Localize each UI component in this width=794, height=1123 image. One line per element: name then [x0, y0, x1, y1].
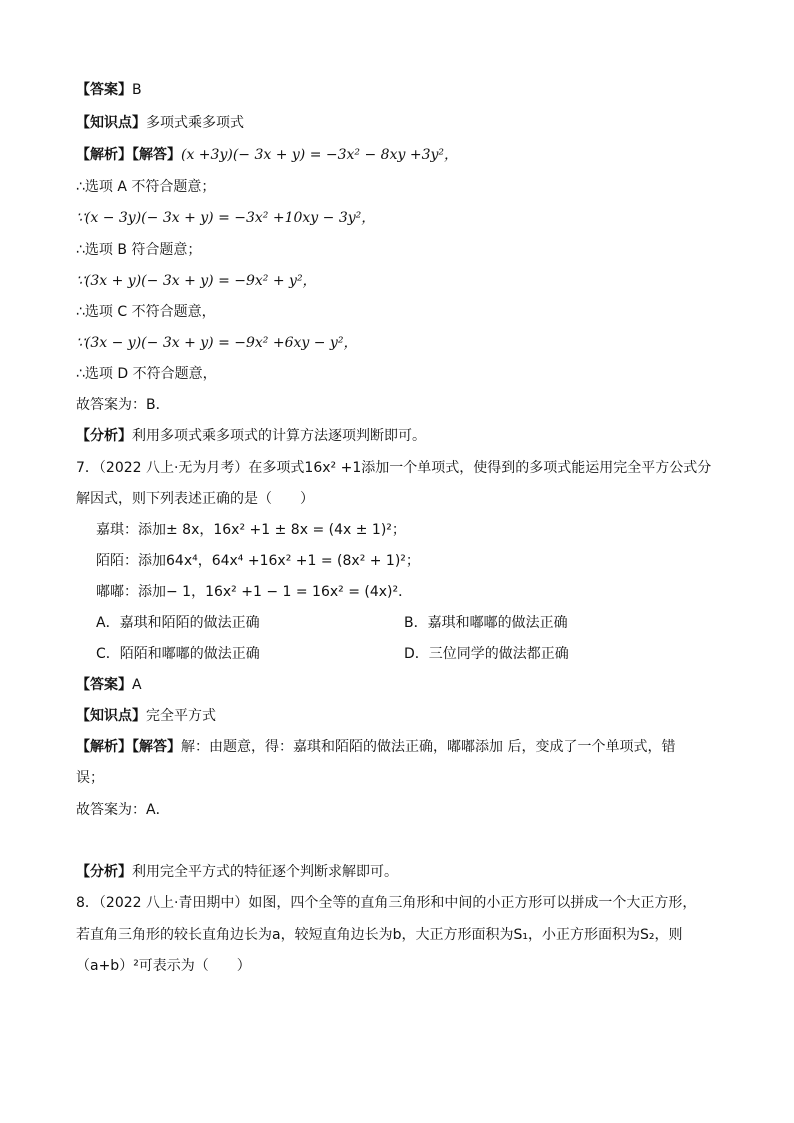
q7-option-c: C．陌陌和嘟嘟的做法正确 [96, 646, 260, 662]
q7-answer-row [76, 675, 736, 695]
analysis-label: 【解析】【解答】 [76, 739, 181, 755]
q7-method-row [76, 862, 736, 882]
answer-label: 【答案】 [76, 82, 132, 98]
q6-line-2: ∴选项 A 不符合题意； [76, 179, 216, 195]
q7-option-b: B．嘉琪和嘟嘟的做法正确 [404, 615, 568, 631]
answer-value: A [132, 677, 142, 693]
q8-stem-line-2: 若直角三角形的较长直角边长为a，较短直角边长为b，大正方形面积为S₁，小正方形面积为S₂，则 [76, 927, 683, 943]
q6-line-4: ∴选项 B 符合题意； [76, 242, 202, 258]
q6-answer-row [76, 80, 736, 100]
q7-option-a: A．嘉琪和陌陌的做法正确 [96, 615, 260, 631]
q6-line-3: ∵(x − 3y)(− 3x + y) = −3x² +10xy − 3y²， [76, 210, 376, 226]
analysis-label: 【解析】【解答】 [76, 147, 181, 163]
q6-line-5: ∵(3x + y)(− 3x + y) = −9x² + y²， [76, 273, 317, 289]
analysis-text: 解：由题意，得：嘉琪和陌陌的做法正确，嘟嘟添加 后，变成了一个单项式，错 [181, 739, 676, 755]
q7-option-d: D．三位同学的做法都正确 [404, 646, 569, 662]
q8-stem-line-3: （a+b）²可表示为（ ） [76, 958, 251, 974]
method-text: 利用完全平方式的特征逐个判断求解即可。 [132, 864, 398, 880]
q8-stem-line-1: 8．（2022 八上·青田期中）如图，四个全等的直角三角形和中间的小正方形可以拼成一个大正方形， [76, 895, 697, 911]
q7-stem-line-1: 7．（2022 八上·无为月考）在多项式16x² +1添加一个单项式，使得到的多项式能运用完全平方公式分 [76, 460, 712, 476]
q6-line-6: ∴选项 C 不符合题意， [76, 304, 216, 320]
q7-statement-dudu: 嘟嘟：添加− 1，16x² +1 − 1 = 16x² = (4x)²． [96, 584, 413, 600]
q6-conclusion: 故答案为：B． [76, 397, 170, 413]
method-label: 【分析】 [76, 864, 132, 880]
knowledge-label: 【知识点】 [76, 708, 146, 724]
knowledge-value: 完全平方式 [146, 708, 216, 724]
method-label: 【分析】 [76, 428, 132, 444]
q6-analysis-row [76, 145, 736, 165]
q6-line-7: ∵(3x − y)(− 3x + y) = −9x² +6xy − y²， [76, 335, 358, 351]
q6-line-8: ∴选项 D 不符合题意， [76, 366, 217, 382]
answer-value: B [132, 82, 142, 98]
knowledge-value: 多项式乘多项式 [146, 115, 244, 131]
q7-conclusion: 故答案为：A． [76, 802, 170, 818]
knowledge-label: 【知识点】 [76, 115, 146, 131]
analysis-formula: (x +3y)(− 3x + y) = −3x² − 8xy +3y²， [181, 147, 458, 163]
q6-knowledge-row [76, 113, 736, 133]
q7-stem-line-2: 解因式，则下列表述正确的是（ ） [76, 491, 314, 507]
q7-statement-momo: 陌陌：添加64x⁴，64x⁴ +16x² +1 = (8x² + 1)²； [96, 553, 420, 569]
q7-knowledge-row [76, 706, 736, 726]
q7-analysis-line-2: 误； [76, 770, 104, 786]
method-text: 利用多项式乘多项式的计算方法逐项判断即可。 [132, 428, 426, 444]
q6-method-row [76, 426, 736, 446]
q7-statement-jiaqi: 嘉琪：添加± 8x，16x² +1 ± 8x = (4x ± 1)²； [96, 522, 406, 538]
q7-analysis-row [76, 737, 736, 757]
answer-label: 【答案】 [76, 677, 132, 693]
